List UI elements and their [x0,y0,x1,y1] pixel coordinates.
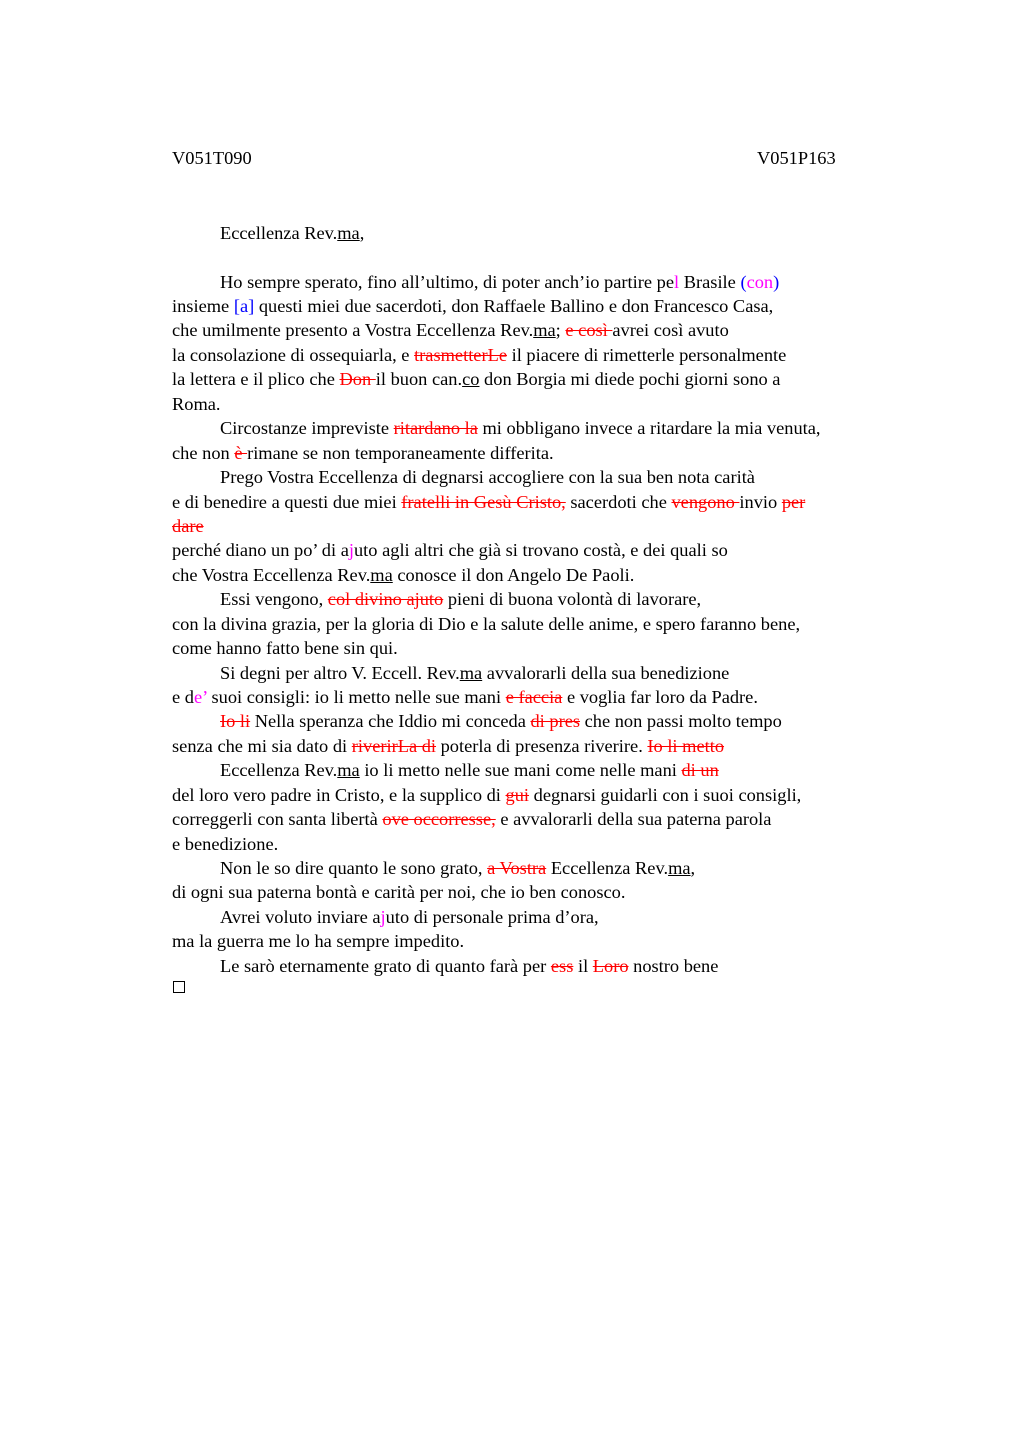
text-segment: pieni di buona volontà di lavorare, [443,589,702,609]
deleted-text: trasmetterLe [414,345,507,365]
deleted-text: vengono [671,492,740,512]
letter-line [220,466,755,488]
text-segment: Si degni per altro V. Eccell. Rev. [220,663,460,683]
text-segment: come hanno fatto bene sin qui. [172,638,398,658]
text-segment: ma la guerra me lo ha sempre impedito. [172,931,465,951]
letter-line [172,295,773,317]
text-segment: e d [172,687,194,707]
text-segment: , [359,223,365,243]
text-segment: Eccellenza Rev. [220,223,338,243]
text-segment: , [690,858,696,878]
deleted-text: riverirLa di [351,736,437,756]
text-segment: don Borgia mi diede pochi giorni sono a [479,369,781,389]
letter-line [220,588,701,610]
text-segment: che umilmente presento a Vostra Eccellenza Rev. [172,320,534,340]
deleted-text: è [234,443,248,463]
text-segment: senza che mi sia dato di [172,736,352,756]
text-segment: ; [555,320,566,340]
letter-line [172,808,771,830]
editorial-bracket: ) [773,272,780,292]
abbreviation-underlined: ma [668,858,691,878]
deleted-text: Io li [220,711,251,731]
letter-line [220,955,718,977]
letter-line [172,613,800,635]
editorial-bracket: a [239,296,249,316]
deleted-text: dare [172,516,204,536]
text-segment: nostro bene [628,956,719,976]
deleted-text: per [781,492,806,512]
text-segment: Nella speranza che Iddio mi conceda [250,711,531,731]
letter-line [172,833,278,855]
abbreviation-underlined: ma [337,223,360,243]
text-segment: il piacere di rimetterle personalmente [507,345,787,365]
letter-line [172,735,724,757]
text-segment: Essi vengono, [220,589,328,609]
text-segment: avvalorarli della sua benedizione [482,663,730,683]
abbreviation-underlined: ma [533,320,556,340]
text-segment: il [573,956,593,976]
text-segment: Eccellenza Rev. [546,858,669,878]
salutation-line [220,222,364,244]
text-segment: con la divina grazia, per la gloria di Dio e la salute delle anime, e spero faranno bene, [172,614,801,634]
letter-line [220,906,599,928]
text-segment: uto di personale prima d’ora, [385,907,599,927]
editorial-bracket: ( [740,272,747,292]
deleted-text: Io li metto [647,736,725,756]
letter-line [172,515,204,537]
text-segment: Ho sempre sperato, fino all’ultimo, di poter anch’io partire pe [220,272,675,292]
letter-line [220,857,695,879]
text-segment: Eccellenza Rev. [220,760,338,780]
letter-line [172,564,634,586]
text-segment: Avrei voluto inviare a [220,907,381,927]
deleted-text: di pres [530,711,581,731]
letter-line [172,344,786,366]
abbreviation-underlined: ma [337,760,360,780]
text-segment: Circostanze impreviste [220,418,394,438]
deleted-text: ess [550,956,574,976]
text-segment: invio [739,492,782,512]
text-segment: Prego Vostra Eccellenza di degnarsi accogliere con la sua ben nota carità [220,467,755,487]
text-segment: che Vostra Eccellenza Rev. [172,565,371,585]
deleted-text: e faccia [505,687,563,707]
text-segment: che non passi molto tempo [580,711,782,731]
deleted-text: col divino ajuto [327,589,444,609]
letter-line [220,759,719,781]
document-code-left: V051T090 [172,148,252,168]
deleted-text: ove occorresse, [382,809,496,829]
text-segment: insieme [172,296,234,316]
letter-line [172,784,801,806]
deleted-text: e così [565,320,613,340]
letter-line [172,637,398,659]
deleted-text: gui [505,785,530,805]
text-segment: che non [172,443,235,463]
text-segment: degnarsi guidarli con i suoi consigli, [529,785,802,805]
letter-line [172,930,464,952]
text-segment: e di benedire a questi due miei [172,492,402,512]
deleted-text: Don [339,369,376,389]
abbreviation-underlined: co [462,369,480,389]
deleted-text: fratelli in Gesù Cristo, [401,492,566,512]
letter-line [172,539,728,561]
text-segment: mi obbligano invece a ritardare la mia venuta, [477,418,821,438]
letter-line [172,319,729,341]
text-segment: la lettera e il plico che [172,369,340,389]
text-segment: del loro vero padre in Cristo, e la supplico di [172,785,506,805]
inserted-text: j [380,907,386,927]
text-segment: uto agli altri che già si trovano costà, e dei quali so [353,540,728,560]
text-segment: suoi consigli: io li metto nelle sue mani [206,687,506,707]
text-segment: poterla di presenza riverire. [436,736,648,756]
text-segment: e avvalorarli della sua paterna parola [495,809,772,829]
inserted-text: e’ [193,687,207,707]
text-segment: Le sarò eternamente grato di quanto farà per [220,956,551,976]
letter-line [220,662,729,684]
letter-line [172,368,780,390]
deleted-text: ritardano la [393,418,478,438]
abbreviation-underlined: ma [370,565,393,585]
letter-line [172,393,221,415]
text-segment: la consolazione di ossequiarla, e [172,345,415,365]
text-segment: sacerdoti che [565,492,672,512]
text-segment: Roma. [172,394,221,414]
inserted-text: con [746,272,774,292]
letter-line [220,417,821,439]
letter-line [172,442,554,464]
abbreviation-underlined: ma [459,663,483,683]
text-segment: di ogni sua paterna bontà e carità per noi, che io ben conosco. [172,882,626,902]
letter-line [220,710,782,732]
text-segment: il buon can. [375,369,463,389]
letter-line [172,881,625,903]
text-segment: io li metto nelle sue mani come nelle mani [359,760,682,780]
letter-line [172,491,805,513]
text-segment: correggerli con santa libertà [172,809,383,829]
editorial-bracket: [ [233,296,240,316]
end-marker-box [173,981,185,993]
text-segment: rimane se non temporaneamente differita. [247,443,554,463]
deleted-text: Loro [592,956,629,976]
text-segment: perché diano un po’ di a [172,540,349,560]
text-segment: e voglia far loro da Padre. [562,687,758,707]
inserted-text: j [348,540,354,560]
inserted-text: l [674,272,680,292]
editorial-bracket: ] [248,296,255,316]
deleted-text: di un [681,760,719,780]
letter-line [172,686,758,708]
text-segment: avrei così avuto [612,320,729,340]
text-segment: e benedizione. [172,834,279,854]
text-segment: Non le so dire quanto le sono grato, [220,858,488,878]
page-code-right: V051P163 [757,148,836,168]
letter-line [220,271,779,293]
text-segment: conosce il don Angelo De Paoli. [392,565,635,585]
text-segment: Brasile [679,272,741,292]
deleted-text: a Vostra [487,858,547,878]
text-segment: questi miei due sacerdoti, don Raffaele Ballino e don Francesco Casa, [254,296,774,316]
